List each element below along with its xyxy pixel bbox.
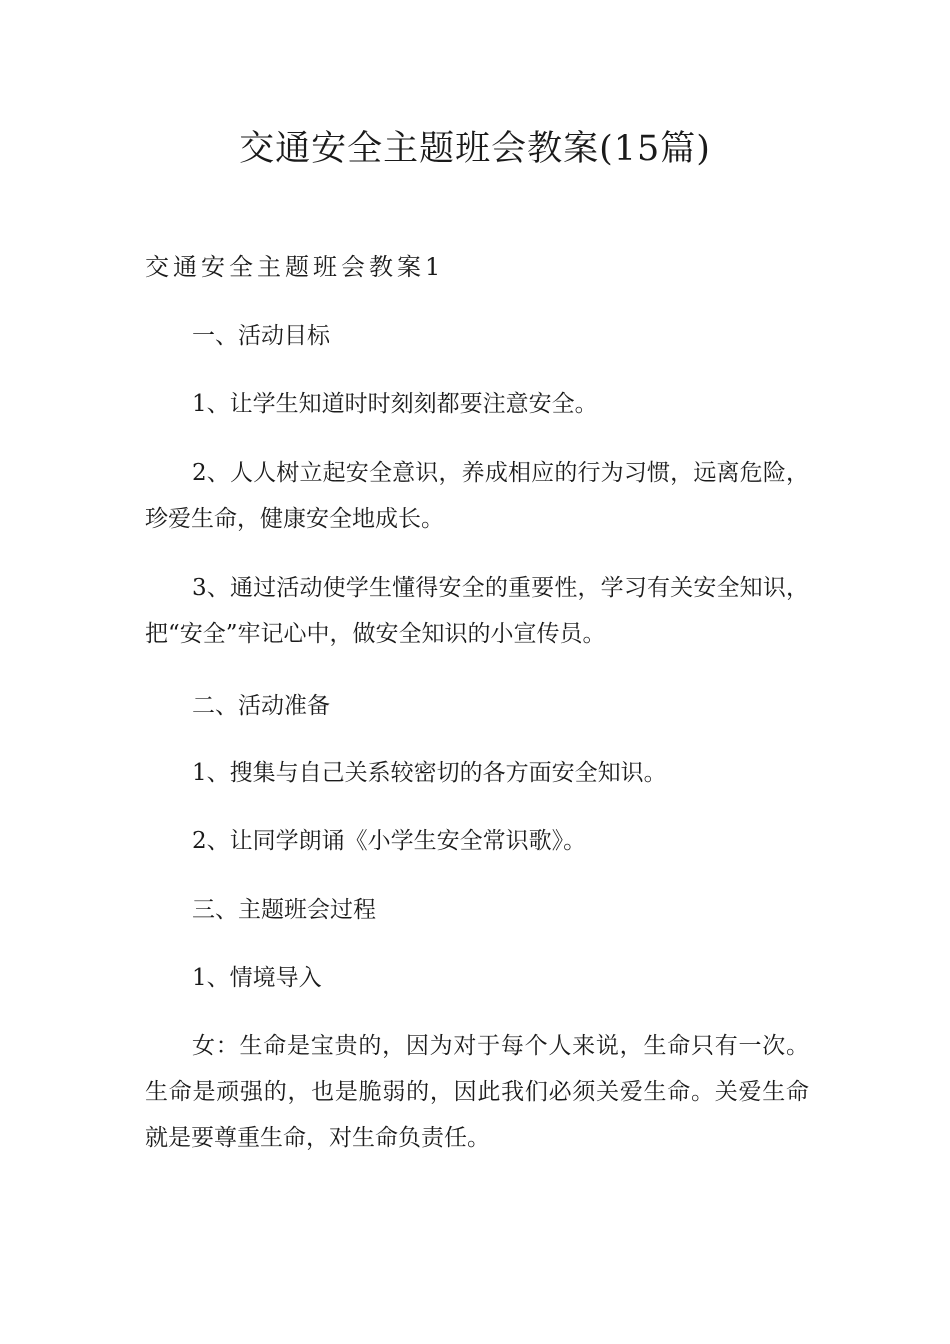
heading-activity-preparation: 二、活动准备 [192, 693, 330, 719]
document-title: 交通安全主题班会教案(15篇) [239, 129, 711, 169]
process-item-1: 1、情境导入 [192, 965, 322, 991]
goal-item-2: 2、人人树立起安全意识，养成相应的行为习惯，远离危险，珍爱生命，健康安全地成长。 [145, 460, 809, 532]
goal-item-1: 1、让学生知道时时刻刻都要注意安全。 [192, 391, 598, 417]
heading-class-meeting-process: 三、主题班会过程 [192, 897, 376, 923]
dialogue-paragraph: 女：生命是宝贵的，因为对于每个人来说，生命只有一次。生命是顽强的，也是脆弱的，因此我们必须关爱生命。关爱生命就是要尊重生命，对生命负责任。 [145, 1033, 809, 1151]
goal-item-3: 3、通过活动使学生懂得安全的重要性，学习有关安全知识，把“安全”牢记心中，做安全知识的小宣传员。 [145, 575, 809, 647]
preparation-item-2: 2、让同学朗诵《小学生安全常识歌》。 [192, 828, 587, 854]
section-heading: 交通安全主题班会教案1 [145, 253, 445, 281]
heading-activity-goals: 一、活动目标 [192, 323, 330, 349]
preparation-item-1: 1、搜集与自己关系较密切的各方面安全知识。 [192, 760, 667, 786]
